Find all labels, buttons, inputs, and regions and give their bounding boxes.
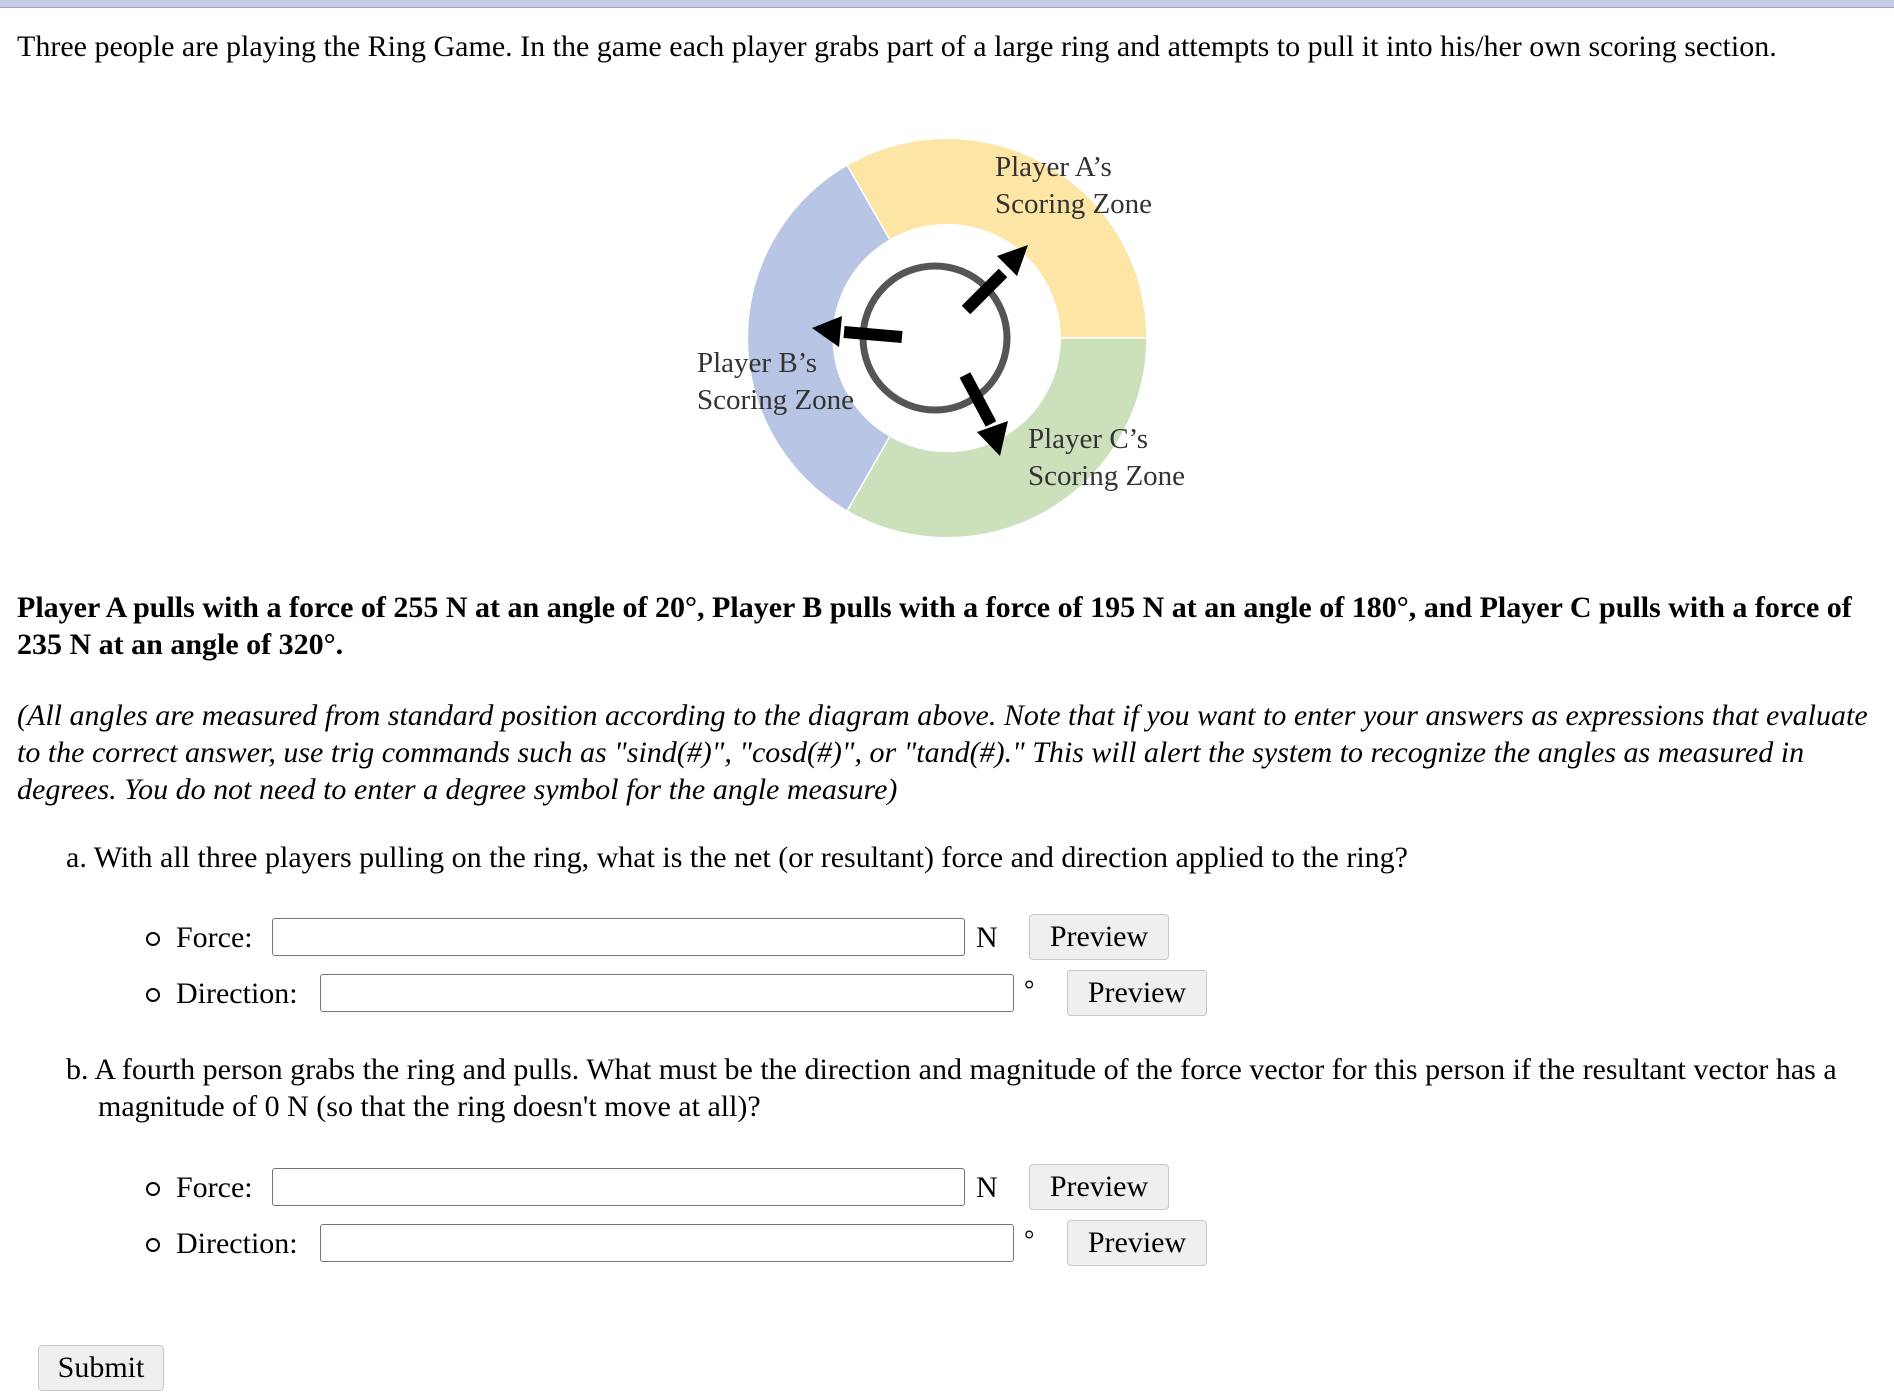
part-b-force-unit: N <box>976 1171 998 1204</box>
top-border <box>0 0 1894 7</box>
part-a-force-input[interactable] <box>272 918 965 956</box>
arrow-b-shaft <box>844 332 902 337</box>
top-border-line <box>0 7 1894 8</box>
part-a-force-label: Force: <box>176 921 253 954</box>
part-a-direction-input[interactable] <box>320 974 1014 1012</box>
arrow-a-head <box>997 245 1028 276</box>
angle-note: (All angles are measured from standard position according to the diagram above. Note that if you want to enter your answers as expressions that evaluate to the correct answer, use trig commands such as "sind(#)", "cosd(#)", or "tand(#)." This will alert the system to recognize the angles as measured in degrees. You do not need to enter a degree symbol for the angle measure) <box>17 699 1868 806</box>
bullet <box>146 932 160 946</box>
zone-a-label-line1: Player A’s <box>995 151 1112 183</box>
zone-b-label-line1: Player B’s <box>697 347 818 379</box>
bullet <box>146 988 160 1002</box>
zone-a-label-line2: Scoring Zone <box>995 188 1153 220</box>
part-b-force-preview-button[interactable]: Preview <box>1029 1164 1169 1210</box>
submit-button[interactable]: Submit <box>38 1345 164 1391</box>
bullet <box>146 1238 160 1252</box>
part-b-direction-label: Direction: <box>176 1227 298 1260</box>
part-a-direction-label: Direction: <box>176 977 298 1010</box>
part-b-force-input[interactable] <box>272 1168 965 1206</box>
part-a-direction-preview-button[interactable]: Preview <box>1067 970 1207 1016</box>
bullet <box>146 1182 160 1196</box>
part-b-direction-input[interactable] <box>320 1224 1014 1262</box>
given-forces: Player A pulls with a force of 255 N at an angle of 20°, Player B pulls with a force of 195 N at an angle of 180°, and Player C pulls with a force of 235 N at an angle of 320°. <box>17 591 1852 661</box>
zone-c-label-line2: Scoring Zone <box>1028 460 1186 492</box>
part-b-direction-unit: ° <box>1024 1225 1035 1254</box>
part-b-force-label: Force: <box>176 1171 253 1204</box>
part-a-direction-unit: ° <box>1024 975 1035 1004</box>
problem-intro: Three people are playing the Ring Game. In the game each player grabs part of a large ring and attempts to pull it into his/her own scoring section. <box>17 30 1777 63</box>
part-a-force-unit: N <box>976 921 998 954</box>
zone-b-label-line2: Scoring Zone <box>697 384 855 416</box>
part-a-question: a. With all three players pulling on the ring, what is the net (or resultant) force and direction applied to the ring? <box>66 841 1408 874</box>
part-b-direction-preview-button[interactable]: Preview <box>1067 1220 1207 1266</box>
part-a-force-preview-button[interactable]: Preview <box>1029 914 1169 960</box>
part-b-question: b. A fourth person grabs the ring and pulls. What must be the direction and magnitude of the force vector for this person if the resultant vector has a magnitude of 0 N (so that the ring doesn't move at all)? <box>66 1053 1837 1123</box>
zone-c-label-line1: Player C’s <box>1028 423 1149 455</box>
ring-game-diagram <box>680 128 1220 548</box>
